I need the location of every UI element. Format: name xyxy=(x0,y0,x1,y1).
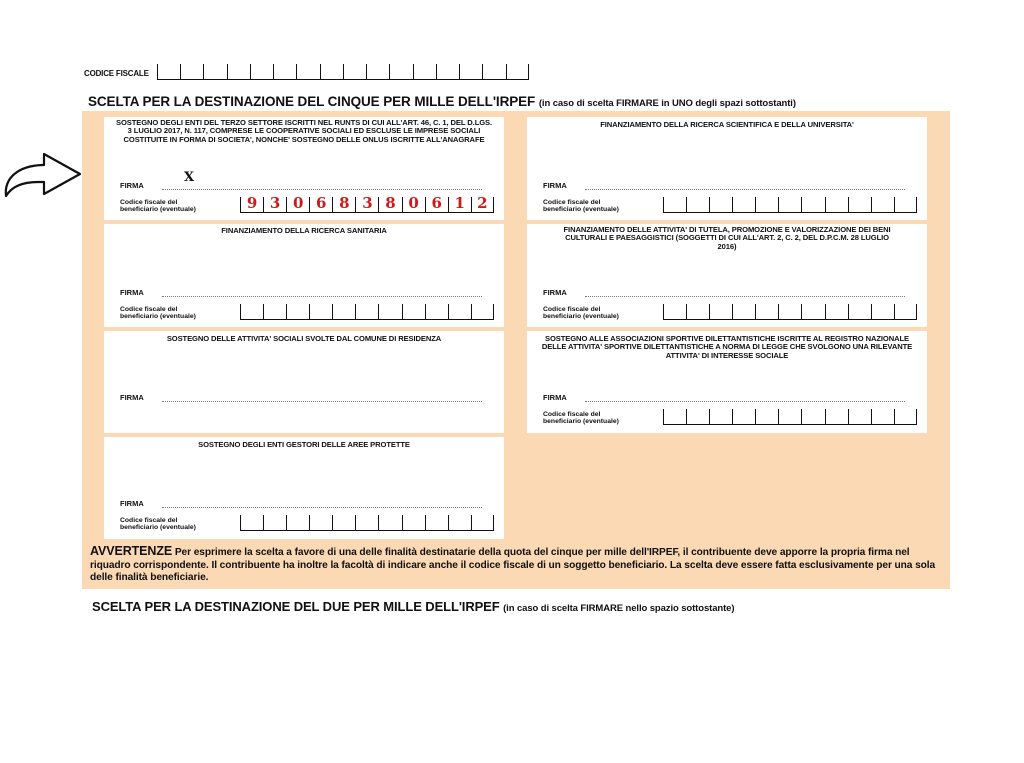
char-cell xyxy=(378,194,401,212)
char-cell xyxy=(402,304,425,319)
char-cell xyxy=(402,194,425,212)
char-cell xyxy=(332,515,355,530)
codice-digit: 6 xyxy=(431,194,442,212)
char-cell xyxy=(778,197,801,212)
char-cell xyxy=(309,515,332,530)
char-cell xyxy=(263,515,286,530)
cf-beneficiario-field[interactable] xyxy=(240,515,494,531)
char-cell xyxy=(732,304,755,319)
char-cell xyxy=(332,304,355,319)
char-cell xyxy=(871,304,894,319)
char-cell xyxy=(894,304,917,319)
cf-beneficiario-label: Codice fiscale del beneficiario (eventuale) xyxy=(543,410,619,425)
firma-row xyxy=(543,393,905,402)
codice-digit: 3 xyxy=(269,194,281,212)
codice-digit: 0 xyxy=(408,194,419,212)
char-cell xyxy=(894,197,917,212)
firma-label: FIRMA xyxy=(543,181,567,190)
signature-mark: X xyxy=(184,170,195,185)
char-cell xyxy=(848,197,871,212)
char-cell xyxy=(343,64,366,79)
char-cell xyxy=(157,64,180,79)
char-cell xyxy=(825,197,848,212)
cf-beneficiario-row xyxy=(543,304,917,320)
avvertenze-text: Per esprimere la scelta a favore di una delle finalità destinatarie della quota del cinque per mille dell'IRPEF, il contribuente deve apporre la propria firma nel riquadro corrispondente. Il contribuente ha inoltre la facoltà di indicare anche il codice fiscale di un soggetto beneficiario. La scelta deve essere fatta esclusivamente per una sola delle finalità beneficiarie. xyxy=(90,547,936,584)
char-cell xyxy=(801,304,824,319)
codice-digit: 3 xyxy=(362,194,373,212)
box-title: SOSTEGNO DEGLI ENTI DEL TERZO SETTORE ISCRITTI NEL RUNTS DI CUI ALL'ART. 46, C. 1, DEL D.LGS. 3 LUGLIO 2017, N. 117, COMPRESE LE COOPERATIVE SOCIALI ED ESCLUSE LE IMPRESE SOCIALI COSTITUITE IN FORMA DI SOCIETA', NONCHE' SOSTEGNO DELLE ONLUS ISCRITTE ALL'ANAGRAFE xyxy=(115,118,493,144)
char-cell xyxy=(506,64,529,79)
box-title: FINANZIAMENTO DELLE ATTIVITA' DI TUTELA, PROMOZIONE E VALORIZZAZIONE DEI BENI CULTURALI E PAESAGGISTICI (SOGGETTI DI CUI ALL'ART. 2, C. 2, DEL D.P.C.M. 28 LUGLIO 2016) xyxy=(563,225,891,251)
char-cell xyxy=(871,409,894,424)
firma-label: FIRMA xyxy=(543,393,567,402)
codice-digit: 9 xyxy=(246,194,258,212)
firma-signature-field[interactable] xyxy=(585,296,905,297)
cf-beneficiario-row xyxy=(120,194,494,213)
char-cell xyxy=(378,304,401,319)
char-cell xyxy=(389,64,412,79)
char-cell xyxy=(250,64,273,79)
char-cell xyxy=(686,304,709,319)
char-cell xyxy=(471,304,494,319)
codice-fiscale-row xyxy=(84,62,529,80)
char-cell xyxy=(366,64,389,79)
cf-beneficiario-field[interactable] xyxy=(240,304,494,320)
char-cell xyxy=(296,64,319,79)
char-cell xyxy=(320,64,343,79)
codice-fiscale-label: CODICE FISCALE xyxy=(84,69,149,78)
firma-signature-field[interactable] xyxy=(162,189,482,190)
firma-signature-field[interactable] xyxy=(162,401,482,402)
firma-label: FIRMA xyxy=(120,181,144,190)
char-cell xyxy=(240,194,263,212)
char-cell xyxy=(848,304,871,319)
firma-row xyxy=(120,181,482,190)
firma-row xyxy=(543,288,905,297)
firma-label: FIRMA xyxy=(543,288,567,297)
heading-due-per-mille: SCELTA PER LA DESTINAZIONE DEL DUE PER MILLE DELL'IRPEF (in caso di scelta FIRMARE nello spazio sottostante) xyxy=(92,599,735,614)
firma-label: FIRMA xyxy=(120,499,144,508)
char-cell xyxy=(663,304,686,319)
char-cell xyxy=(871,197,894,212)
char-cell xyxy=(801,409,824,424)
cf-beneficiario-label: Codice fiscale del beneficiario (eventuale) xyxy=(120,305,196,320)
char-cell xyxy=(825,304,848,319)
box-title: SOSTEGNO DEGLI ENTI GESTORI DELLE AREE PROTETTE xyxy=(198,440,410,449)
firma-row xyxy=(120,393,482,402)
char-cell xyxy=(778,304,801,319)
firma-signature-field[interactable] xyxy=(585,401,905,402)
box-terzo-settore xyxy=(104,117,504,220)
firma-label: FIRMA xyxy=(120,288,144,297)
box-title: FINANZIAMENTO DELLA RICERCA SANITARIA xyxy=(221,226,387,235)
char-cell xyxy=(663,197,686,212)
char-cell xyxy=(755,409,778,424)
char-cell xyxy=(273,64,296,79)
codice-digit: 0 xyxy=(292,194,304,212)
char-cell xyxy=(663,409,686,424)
char-cell xyxy=(203,64,226,79)
char-cell xyxy=(448,304,471,319)
char-cell xyxy=(286,304,309,319)
avvertenze-label: AVVERTENZE xyxy=(90,544,173,558)
heading-cinque-per-mille: SCELTA PER LA DESTINAZIONE DEL CINQUE PER MILLE DELL'IRPEF (in caso di scelta FIRMARE in UNO degli spazi sottostanti) xyxy=(88,94,796,109)
char-cell xyxy=(448,515,471,530)
char-cell xyxy=(482,64,505,79)
char-cell xyxy=(425,515,448,530)
firma-row xyxy=(120,288,482,297)
cf-beneficiario-field[interactable] xyxy=(663,409,917,425)
char-cell xyxy=(180,64,203,79)
curved-arrow-icon xyxy=(0,138,86,204)
box-ricerca-sanitaria xyxy=(104,224,504,327)
char-cell xyxy=(402,515,425,530)
char-cell xyxy=(848,409,871,424)
char-cell xyxy=(425,304,448,319)
codice-digit: 8 xyxy=(385,194,396,212)
char-cell xyxy=(286,194,309,212)
char-cell xyxy=(471,194,494,212)
char-cell xyxy=(686,409,709,424)
avvertenze-note xyxy=(90,545,948,585)
cf-beneficiario-row xyxy=(543,409,917,425)
char-cell xyxy=(355,194,378,212)
codice-fiscale-field[interactable] xyxy=(157,64,529,80)
cf-beneficiario-row xyxy=(120,515,494,531)
char-cell xyxy=(413,64,436,79)
char-cell xyxy=(355,515,378,530)
cf-beneficiario-field[interactable] xyxy=(663,304,917,320)
char-cell xyxy=(709,197,732,212)
char-cell xyxy=(355,304,378,319)
cinque-per-mille-panel xyxy=(82,111,950,589)
char-cell xyxy=(471,515,494,530)
firma-label: FIRMA xyxy=(120,393,144,402)
char-cell xyxy=(755,304,778,319)
char-cell xyxy=(709,304,732,319)
cf-beneficiario-label: Codice fiscale del beneficiario (eventuale) xyxy=(120,516,196,531)
char-cell xyxy=(894,409,917,424)
char-cell xyxy=(732,197,755,212)
char-cell xyxy=(286,515,309,530)
cf-beneficiario-row xyxy=(120,304,494,320)
char-cell xyxy=(240,304,263,319)
char-cell xyxy=(378,515,401,530)
box-title: SOSTEGNO DELLE ATTIVITA' SOCIALI SVOLTE DAL COMUNE DI RESIDENZA xyxy=(166,334,442,343)
char-cell xyxy=(709,409,732,424)
firma-row xyxy=(120,499,482,508)
char-cell xyxy=(825,409,848,424)
box-title: SOSTEGNO ALLE ASSOCIAZIONI SPORTIVE DILETTANTISTICHE ISCRITTE AL REGISTRO NAZIONALE DELLE ATTIVITA' SPORTIVE DILETTANTISTICHE A NORMA DI LEGGE CHE SVOLGONO UNA RILEVANTE ATTIVITA' DI INTERESSE SOCIALE xyxy=(541,334,913,360)
char-cell xyxy=(240,515,263,530)
cf-beneficiario-label: Codice fiscale del beneficiario (eventuale) xyxy=(120,198,196,213)
char-cell xyxy=(801,197,824,212)
codice-digit: 1 xyxy=(454,194,465,212)
char-cell xyxy=(332,194,355,212)
char-cell xyxy=(227,64,250,79)
box-ricerca-scientifica xyxy=(527,117,927,220)
char-cell xyxy=(436,64,459,79)
box-title: FINANZIAMENTO DELLA RICERCA SCIENTIFICA E DELLA UNIVERSITA' xyxy=(600,120,854,129)
codice-digit: 8 xyxy=(339,194,350,212)
codice-digit: 6 xyxy=(316,194,327,212)
char-cell xyxy=(778,409,801,424)
box-comune-residenza xyxy=(104,331,504,433)
box-associazioni-sportive xyxy=(527,331,927,433)
cf-beneficiario-field[interactable] xyxy=(240,194,494,213)
char-cell xyxy=(732,409,755,424)
cf-beneficiario-label: Codice fiscale del beneficiario (eventuale) xyxy=(543,198,619,213)
char-cell xyxy=(263,304,286,319)
box-beni-culturali xyxy=(527,224,927,327)
char-cell xyxy=(425,194,448,212)
char-cell xyxy=(263,194,286,212)
char-cell xyxy=(755,197,778,212)
char-cell xyxy=(686,197,709,212)
firma-signature-field[interactable] xyxy=(162,507,482,508)
cf-beneficiario-field[interactable] xyxy=(663,197,917,213)
char-cell xyxy=(309,194,332,212)
cf-beneficiario-row xyxy=(543,197,917,213)
codice-digit: 2 xyxy=(477,194,488,212)
box-aree-protette xyxy=(104,437,504,539)
char-cell xyxy=(459,64,482,79)
firma-signature-field[interactable] xyxy=(585,189,905,190)
char-cell xyxy=(448,194,471,212)
firma-row xyxy=(543,181,905,190)
cf-beneficiario-label: Codice fiscale del beneficiario (eventuale) xyxy=(543,305,619,320)
firma-signature-field[interactable] xyxy=(162,296,482,297)
char-cell xyxy=(309,304,332,319)
